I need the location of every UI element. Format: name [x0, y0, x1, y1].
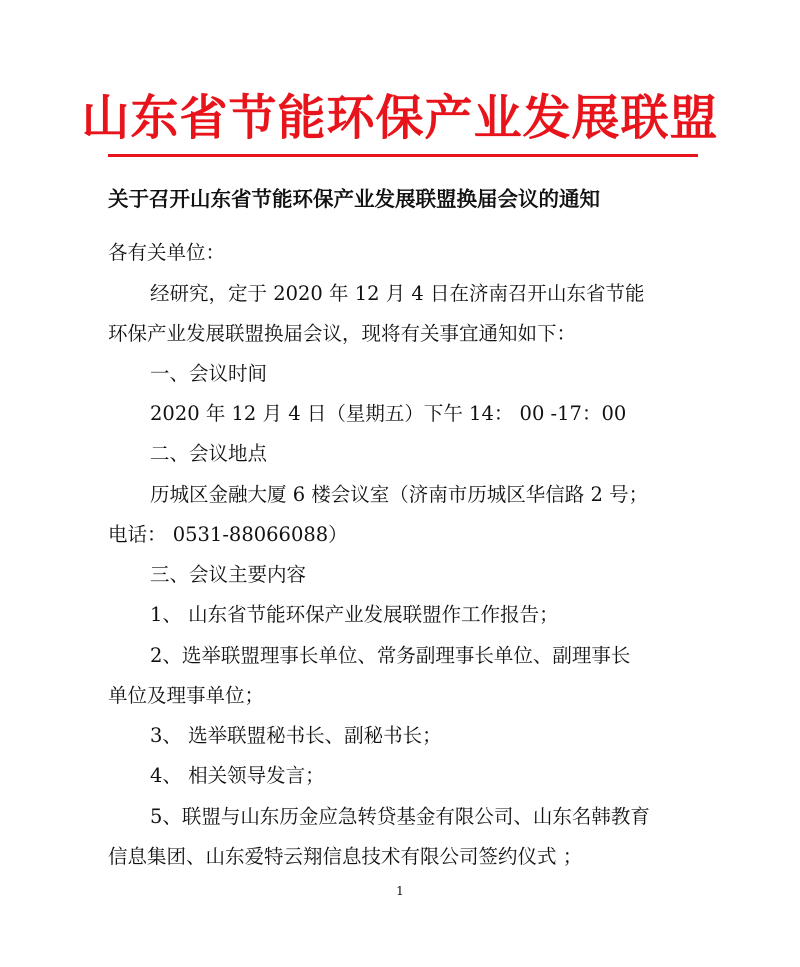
- body-line: 电话： 0531-88066088）: [108, 523, 348, 546]
- body-line: 经研究，定于 2020 年 12 月 4 日在济南召开山东省节能: [150, 282, 645, 305]
- list-item: 1、 山东省节能环保产业发展联盟作工作报告；: [150, 603, 559, 626]
- body-line: 2020 年 12 月 4 日（星期五）下午 14： 00 -17：00: [150, 402, 627, 425]
- list-item-continuation: 信息集团、山东爱特云翔信息技术有限公司签约仪式 ；: [108, 845, 583, 868]
- body-line: 环保产业发展联盟换届会议，现将有关事宜通知如下：: [108, 322, 577, 345]
- section-heading: 二、会议地点: [150, 442, 268, 465]
- letterhead-divider: [108, 154, 698, 157]
- page-number: 1: [396, 884, 404, 898]
- notice-title: 关于召开山东省节能环保产业发展联盟换届会议的通知: [108, 187, 600, 211]
- list-item: 3、 选举联盟秘书长、副秘书长；: [150, 724, 442, 747]
- addressee-line: 各有关单位：: [108, 241, 226, 264]
- section-heading: 一、会议时间: [150, 362, 268, 385]
- list-item-continuation: 单位及理事单位；: [108, 684, 265, 707]
- body-line: 历城区金融大厦 6 楼会议室（济南市历城区华信路 2 号；: [150, 483, 649, 506]
- list-item: 5、联盟与山东历金应急转贷基金有限公司、山东名韩教育: [150, 805, 650, 828]
- letterhead-title: 山东省节能环保产业发展联盟: [81, 90, 719, 146]
- section-heading: 三、会议主要内容: [150, 563, 307, 586]
- list-item: 4、 相关领导发言；: [150, 764, 325, 787]
- list-item: 2、选举联盟理事长单位、常务副理事长单位、副理事长: [150, 644, 631, 667]
